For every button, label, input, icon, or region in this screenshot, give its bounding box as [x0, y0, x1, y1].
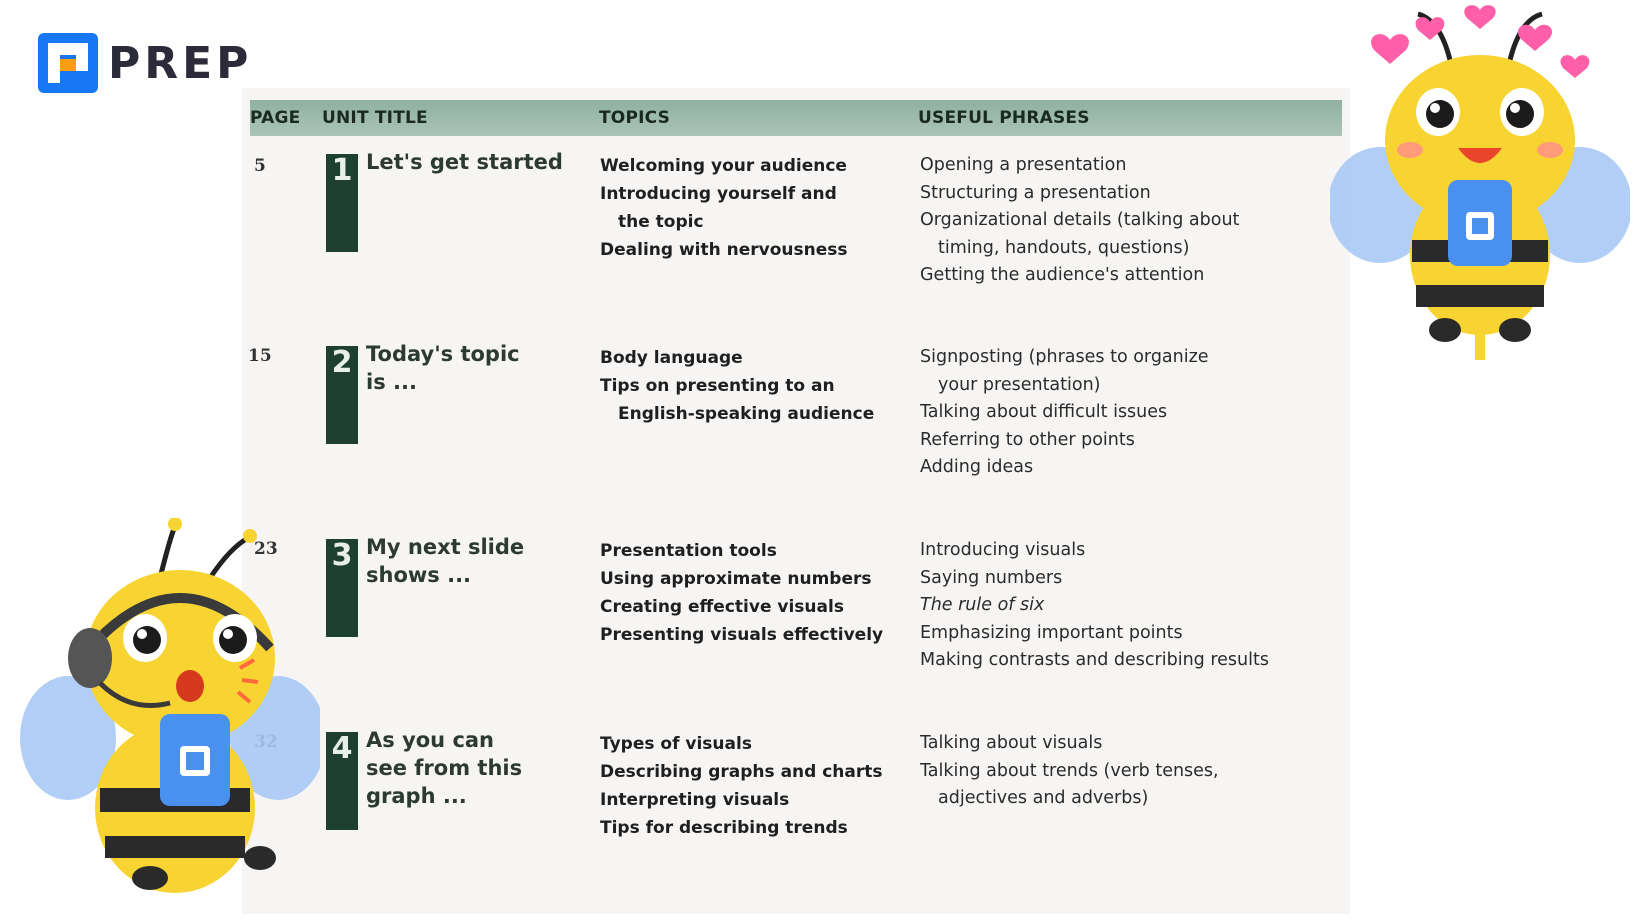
topic-item: Body language: [600, 348, 743, 368]
unit-title-line: Let's get started: [366, 150, 563, 174]
phrase-item: Adding ideas: [920, 457, 1034, 477]
topic-item: Presenting visuals effectively: [600, 625, 884, 645]
topics-list: [600, 537, 920, 649]
topic-item: English-speaking audience: [618, 404, 875, 424]
topic-item: Types of visuals: [600, 734, 752, 754]
headset-icon: [68, 628, 112, 688]
contents-page: [242, 88, 1350, 914]
bee-mascot-headset: [20, 518, 320, 918]
phrase-item: adjectives and adverbs): [938, 788, 1149, 808]
unit-title: [366, 148, 586, 176]
unit-title: [366, 340, 586, 396]
unit-number: 1: [331, 153, 353, 188]
unit-title: [366, 726, 586, 810]
unit-title-line: graph ...: [366, 784, 467, 808]
phrase-item: Talking about trends (verb tenses,: [920, 760, 1219, 781]
header-page: PAGE: [250, 108, 301, 128]
phrase-item: Making contrasts and describing results: [920, 650, 1269, 670]
unit-title-line: is ...: [366, 370, 417, 394]
topic-item: Using approximate numbers: [600, 569, 872, 589]
unit-title-line: see from this: [366, 756, 523, 780]
topic-item: Describing graphs and charts: [600, 762, 883, 782]
phrase-item: Talking about difficult issues: [920, 402, 1168, 422]
header-topics: TOPICS: [599, 108, 671, 128]
phrase-item: Getting the audience's attention: [920, 265, 1205, 285]
topic-item: Interpreting visuals: [600, 790, 790, 810]
phrases-list: [920, 730, 1340, 813]
phrase-item: Referring to other points: [920, 429, 1135, 450]
phrase-item: Structuring a presentation: [920, 182, 1151, 203]
topic-item: Tips for describing trends: [600, 818, 848, 838]
phrase-item: timing, handouts, questions): [938, 237, 1190, 258]
topics-list: [600, 730, 920, 842]
bee-mascot-hearts: [1330, 0, 1630, 370]
phrase-item: The rule of six: [920, 595, 1045, 615]
phrase-item: Signposting (phrases to organize: [920, 347, 1209, 367]
topics-list: [600, 344, 920, 428]
row-page-number: 5: [254, 156, 266, 176]
unit-title-line: Today's topic: [366, 342, 520, 366]
phrases-list: [920, 152, 1340, 290]
phrase-item: Introducing visuals: [920, 540, 1086, 560]
row-page-number: 15: [248, 346, 272, 366]
phrase-item: Opening a presentation: [920, 155, 1127, 175]
prep-logo[interactable]: [38, 32, 252, 94]
unit-title-line: My next slide: [366, 535, 525, 559]
phrase-item: Emphasizing important points: [920, 622, 1183, 643]
header-useful-phrases: USEFUL PHRASES: [918, 108, 1090, 128]
unit-number: 2: [331, 345, 353, 380]
topics-list: [600, 152, 920, 264]
topic-item: Tips on presenting to an: [600, 376, 835, 396]
phrase-item: Organizational details (talking about: [920, 210, 1240, 230]
topic-item: Introducing yourself and: [600, 184, 837, 204]
phrase-item: Saying numbers: [920, 567, 1063, 588]
phrase-item: Talking about visuals: [920, 733, 1103, 753]
unit-number: 4: [331, 731, 353, 766]
prep-logo-icon: [38, 33, 98, 93]
row-page-number: 23: [254, 539, 278, 559]
brand-name: PREP: [108, 37, 253, 89]
unit-title-line: shows ...: [366, 563, 472, 587]
unit-title: [366, 533, 586, 589]
topic-item: the topic: [618, 212, 704, 232]
unit-title-line: As you can: [366, 728, 495, 752]
topic-item: Welcoming your audience: [600, 156, 847, 176]
phrases-list: [920, 537, 1340, 675]
topic-item: Presentation tools: [600, 541, 777, 561]
header-unit-title: UNIT TITLE: [322, 108, 428, 128]
topic-item: Dealing with nervousness: [600, 240, 848, 260]
phrases-list: [920, 344, 1340, 482]
unit-number: 3: [331, 538, 353, 573]
phrase-item: your presentation): [938, 374, 1101, 395]
topic-item: Creating effective visuals: [600, 597, 844, 617]
